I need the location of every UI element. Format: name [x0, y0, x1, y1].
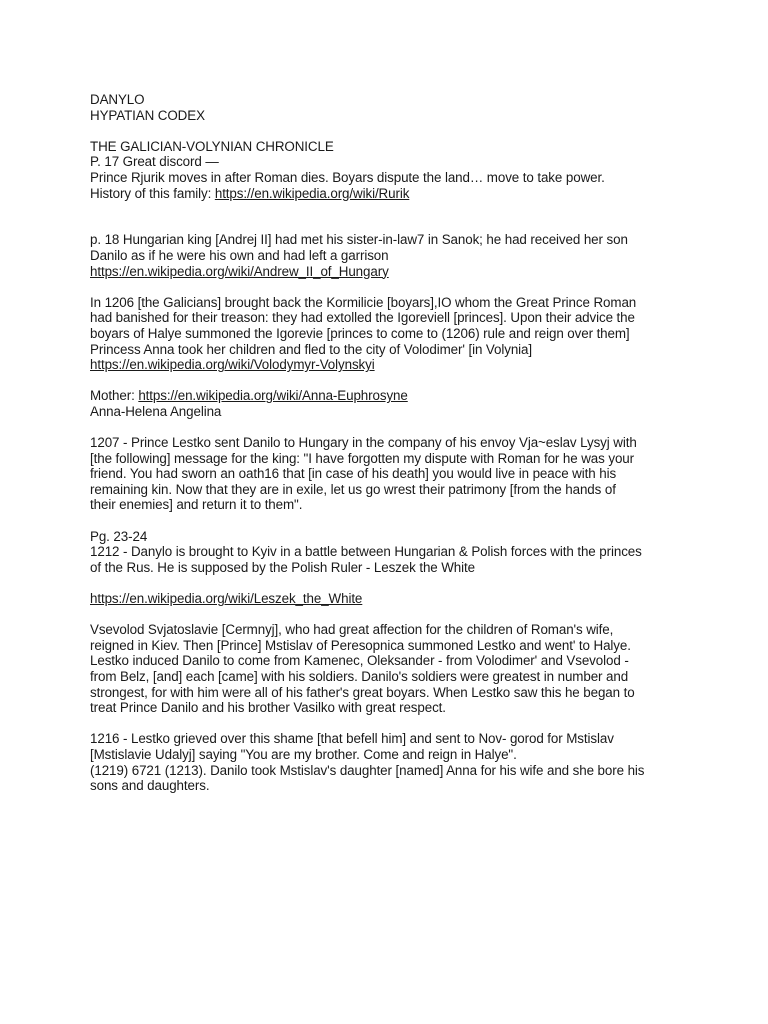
spacer: [90, 716, 690, 732]
mother-line: [90, 388, 690, 404]
document-subtitle: HYPATIAN CODEX: [90, 107, 205, 123]
paragraph-line: their enemies] and return it to them".: [90, 497, 303, 513]
paragraph-line: Danilo as if he were his own and had left a garrison: [90, 247, 389, 263]
leszek-link[interactable]: https://en.wikipedia.org/wiki/Leszek_the_White: [90, 591, 363, 606]
paragraph-line: [Mstislavie Udalyj] saying "You are my brother. Come and reign in Halye".: [90, 746, 517, 762]
paragraph-line: friend. You had sworn an oath16 that [in case of his death] you would live in peace with his: [90, 466, 617, 482]
paragraph-line: 1207 - Prince Lestko sent Danilo to Hungary in the company of his envoy Vja~eslav Lysyj with: [90, 435, 637, 451]
paragraph-line: Prince Rjurik moves in after Roman dies. Boyars dispute the land… move to take power.: [90, 169, 605, 185]
spacer: [90, 575, 690, 591]
spacer: [90, 201, 690, 232]
paragraph-line: had banished for their treason: they had extolled the Igoreviell [princes]. Upon their advice the: [90, 310, 635, 326]
paragraph-line: 1212 - Danylo is brought to Kyiv in a battle between Hungarian & Polish forces with the princes: [90, 544, 642, 560]
link-line: [90, 591, 690, 607]
paragraph-line: remaining kin. Now that they are in exile, let us go wrest their patrimony [from the hands of: [90, 481, 616, 497]
rurik-link[interactable]: https://en.wikipedia.org/wiki/Rurik: [214, 185, 410, 201]
paragraph-line: reigned in Kiev. Then [Prince] Mstislav of Peresopnica summoned Lestko and went' to Halye.: [90, 637, 631, 653]
spacer: [90, 373, 690, 389]
paragraph-line: treat Prince Danilo and his brother Vasilko with great respect.: [90, 700, 446, 716]
andrew-ii-link[interactable]: https://en.wikipedia.org/wiki/Andrew_II_of_Hungary: [90, 263, 389, 279]
spacer: [90, 419, 690, 435]
paragraph-line: strongest, for with him were all of his father's great boyars. When Lestko saw this he began to: [90, 684, 635, 700]
page-reference: Pg. 23-24: [90, 528, 148, 544]
paragraph-line: from Belz, [and] each [came] with his soldiers. Danilo's soldiers were greatest in number and: [90, 668, 629, 684]
mother-label: Mother:: [90, 388, 139, 404]
paragraph-line: boyars of Halye summoned the Igorevie [princes to come to (1206) rule and reign over them]: [90, 325, 630, 341]
spacer: [90, 123, 690, 139]
paragraph-line: [the following] message for the king: "I have forgotten my dispute with Roman for he was your: [90, 450, 635, 466]
spacer: [90, 607, 690, 623]
spacer: [90, 513, 690, 529]
paragraph-line: p. 18 Hungarian king [Andrej II] had met his sister-in-law7 in Sanok; he had received her son: [90, 232, 628, 248]
document-title: DANYLO: [90, 92, 145, 107]
paragraph-line: Vsevolod Svjatoslavie [Cermnyj], who had great affection for the children of Roman's wife,: [90, 622, 614, 638]
history-line: [90, 186, 690, 202]
chronicle-title: THE GALICIAN-VOLYNIAN CHRONICLE: [90, 138, 334, 154]
document-page: [90, 92, 690, 794]
anna-euphrosyne-link[interactable]: https://en.wikipedia.org/wiki/Anna-Euphrosyne: [138, 388, 408, 404]
paragraph-line: Lestko induced Danilo to come from Kamenec, Oleksander - from Volodimer' and Vsevolod -: [90, 653, 629, 669]
history-label: History of this family:: [90, 185, 215, 201]
link-line: [90, 357, 690, 373]
volodymyr-link[interactable]: https://en.wikipedia.org/wiki/Volodymyr-Volynskyi: [90, 357, 375, 373]
paragraph-line: (1219) 6721 (1213). Danilo took Mstislav's daughter [named] Anna for his wife and she bore his: [90, 762, 645, 778]
link-line: [90, 264, 690, 280]
paragraph-line: of the Rus. He is supposed by the Polish Ruler - Leszek the White: [90, 559, 476, 575]
mother-name: Anna-Helena Angelina: [90, 403, 222, 419]
spacer: [90, 279, 690, 295]
paragraph-line: Princess Anna took her children and fled to the city of Volodimer' [in Volynia]: [90, 341, 533, 357]
paragraph-line: sons and daughters.: [90, 778, 210, 794]
paragraph-line: In 1206 [the Galicians] brought back the Kormilicie [boyars],IO whom the Great Prince Roman: [90, 294, 637, 310]
page-reference: P. 17 Great discord —: [90, 154, 219, 170]
paragraph-line: 1216 - Lestko grieved over this shame [that befell him] and sent to Nov- gorod for Mstislav: [90, 731, 614, 747]
